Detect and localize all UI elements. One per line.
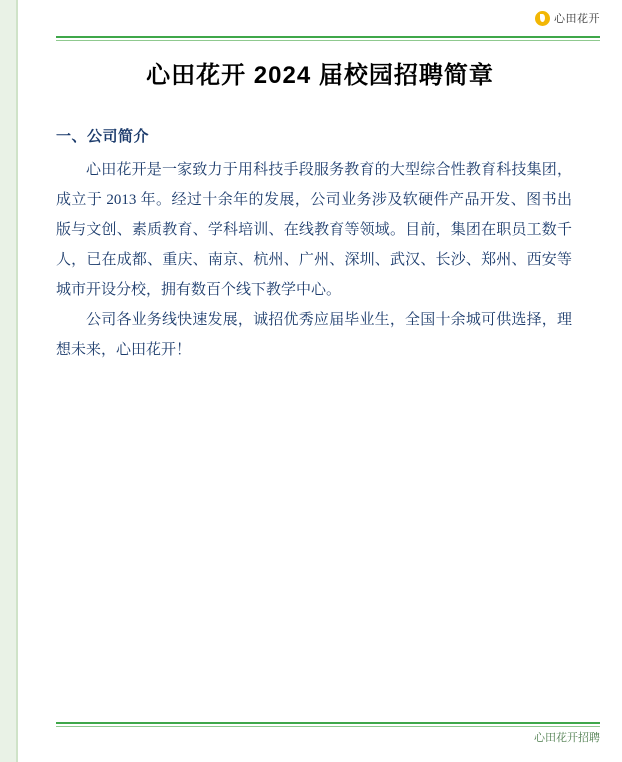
left-edge-band bbox=[0, 0, 16, 762]
leaf-circle-icon bbox=[535, 11, 550, 26]
footer-text: 心田花开招聘 bbox=[534, 732, 600, 744]
brand-logo-text: 心田花开 bbox=[554, 13, 600, 25]
page-footer bbox=[40, 722, 600, 748]
header-divider-thin bbox=[56, 40, 600, 41]
section-heading-company-intro: 一、公司简介 bbox=[56, 128, 150, 145]
footer-divider bbox=[56, 722, 600, 724]
page-title: 心田花开 2024 届校园招聘简章 bbox=[146, 62, 494, 89]
document-body bbox=[56, 125, 572, 365]
header-divider bbox=[56, 36, 600, 38]
footer-divider-thin bbox=[56, 726, 600, 727]
page-header bbox=[40, 10, 600, 38]
paragraph: 公司各业务线快速发展，诚招优秀应届毕业生，全国十余城可供选择，理想未来，心田花开！ bbox=[56, 312, 572, 358]
left-edge-line bbox=[16, 0, 18, 762]
paragraph: 心田花开是一家致力于用科技手段服务教育的大型综合性教育科技集团，成立于 2013 年。经过十余年的发展，公司业务涉及软硬件产品开发、图书出版与文创、素质教育、学科培训、在线教育等领域。目前，集团在职员工数千人，已在成都、重庆、南京、杭州、广州、深圳、武汉、长沙、郑州、西安等城市开设分校，拥有数百个线下教学中心。 bbox=[56, 162, 572, 298]
brand-logo bbox=[535, 10, 600, 26]
